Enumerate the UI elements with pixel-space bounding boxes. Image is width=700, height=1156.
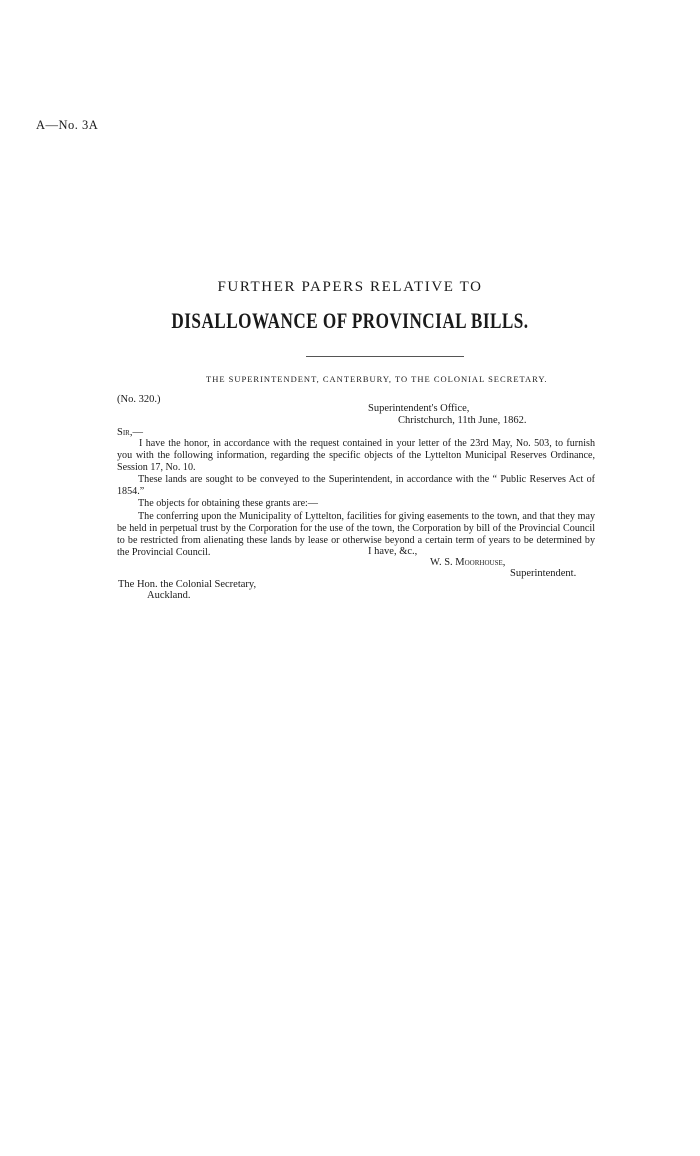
letter-closing: I have, &c.,	[368, 546, 418, 557]
letter-signer: W. S. Moorhouse,	[430, 557, 506, 568]
letter-addressee: The Hon. the Colonial Secretary,	[118, 579, 257, 590]
letter-paragraph: These lands are sought to be conveyed to the Superintendent, in accordance with the “ Public Reserves Act of 1854.”	[117, 474, 595, 498]
letter-paragraph: The objects for obtaining these grants are:—	[138, 498, 318, 510]
letter-number: (No. 320.)	[117, 394, 161, 405]
title-line-2: DISALLOWANCE OF PROVINCIAL BILLS.	[171, 308, 529, 333]
letter-place-date: Christchurch, 11th June, 1862.	[398, 415, 527, 426]
divider-rule	[306, 356, 464, 357]
letter-addressee-place: Auckland.	[147, 590, 191, 601]
title-line-1: FURTHER PAPERS RELATIVE TO	[217, 279, 483, 295]
letter-salutation: Sir,—	[117, 427, 143, 438]
letter-signer-title: Superintendent.	[510, 568, 577, 579]
letter-heading: THE SUPERINTENDENT, CANTERBURY, TO THE COLONIAL SECRETARY.	[206, 374, 548, 384]
letter-paragraph: The conferring upon the Municipality of Lyttelton, facilities for giving easements to the town, and that they may be held in perpetual trust by the Corporation for the use of the town, the Corporation by bill of the Provincial Council to be restricted from alienating these lands by lease or otherwise beyond a certain term of years to be determined by the Provincial Council.	[117, 510, 595, 558]
document-reference: A—No. 3A	[36, 118, 99, 132]
letter-paragraph: I have the honor, in accordance with the request contained in your letter of the 23rd May, No. 503, to furnish you with the following information, regarding the specific objects of the Lyttelton Municipal Reserves Ordinance, Session 17, No. 10.	[117, 438, 595, 474]
letter-body	[117, 438, 595, 559]
letter-office: Superintendent's Office,	[368, 403, 470, 414]
